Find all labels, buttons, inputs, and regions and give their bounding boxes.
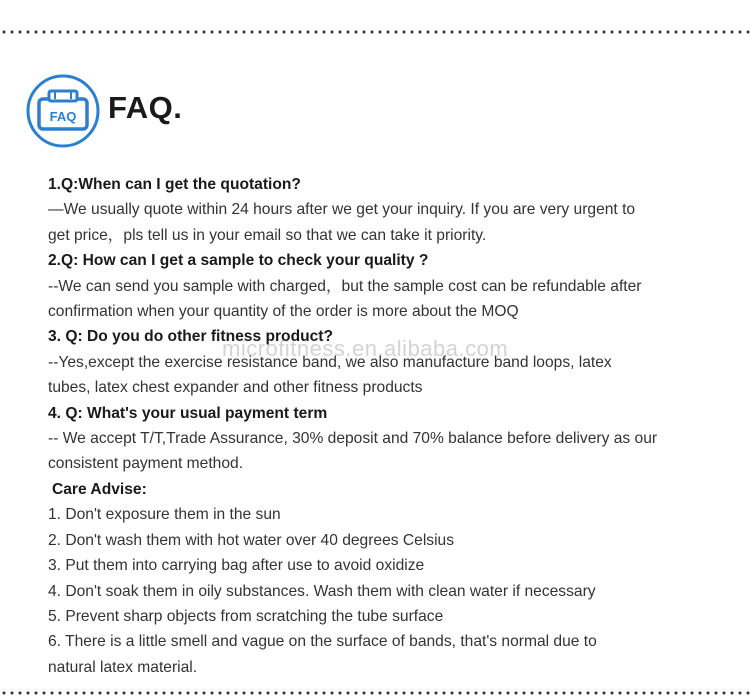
faq-answer-4-line-2: consistent payment method. bbox=[48, 455, 244, 473]
faq-question-2: 2.Q: How can I get a sample to check your quality ? bbox=[48, 252, 429, 270]
care-advise-title: Care Advise: bbox=[52, 480, 147, 498]
care-item-4: 4. Don't soak them in oily substances. Wash them with clean water if necessary bbox=[48, 582, 596, 600]
faq-answer-1-line-2: get price，pls tell us in your email so that we can take it priority. bbox=[48, 226, 487, 244]
care-item-5: 5. Prevent sharp objects from scratching the tube surface bbox=[48, 607, 444, 625]
care-item-1: 1. Don't exposure them in the sun bbox=[48, 506, 281, 524]
faq-answer-2-line-1: --We can send you sample with charged，but the sample cost can be refundable after bbox=[48, 277, 642, 295]
page-title: FAQ. bbox=[108, 90, 183, 125]
faq-question-3: 3. Q: Do you do other fitness product? bbox=[48, 328, 334, 346]
care-item-6: 6. There is a little smell and vague on the surface of bands, that's normal due to bbox=[48, 633, 597, 651]
dotted-divider-top bbox=[0, 30, 750, 34]
care-item-3: 3. Put them into carrying bag after use to avoid oxidize bbox=[48, 557, 425, 575]
faq-question-4: 4. Q: What's your usual payment term bbox=[48, 404, 328, 422]
faq-answer-1-line-1: —We usually quote within 24 hours after we get your inquiry. If you are very urgent to bbox=[48, 201, 636, 219]
faq-question-1: 1.Q:When can I get the quotation? bbox=[48, 176, 301, 193]
faq-answer-4-line-1: -- We accept T/T,Trade Assurance, 30% deposit and 70% balance before delivery as our bbox=[48, 430, 658, 448]
faq-answer-3-line-1: --Yes,except the exercise resistance band, we also manufacture band loops, latex bbox=[48, 353, 612, 371]
faq-icon bbox=[25, 73, 101, 149]
care-item-6-continued: natural latex material. bbox=[48, 658, 198, 676]
care-item-2: 2. Don't wash them with hot water over 40 degrees Celsius bbox=[48, 531, 455, 549]
dotted-divider-bottom bbox=[0, 691, 750, 695]
faq-answer-2-line-2: confirmation when your quantity of the order is more about the MOQ bbox=[48, 303, 519, 321]
logo-text: FAQ bbox=[49, 109, 77, 124]
watermark: microfitness.en.alibaba.com bbox=[222, 336, 509, 361]
faq-answer-3-line-2: tubes, latex chest expander and other fitness products bbox=[48, 379, 423, 397]
faq-content bbox=[48, 172, 728, 680]
